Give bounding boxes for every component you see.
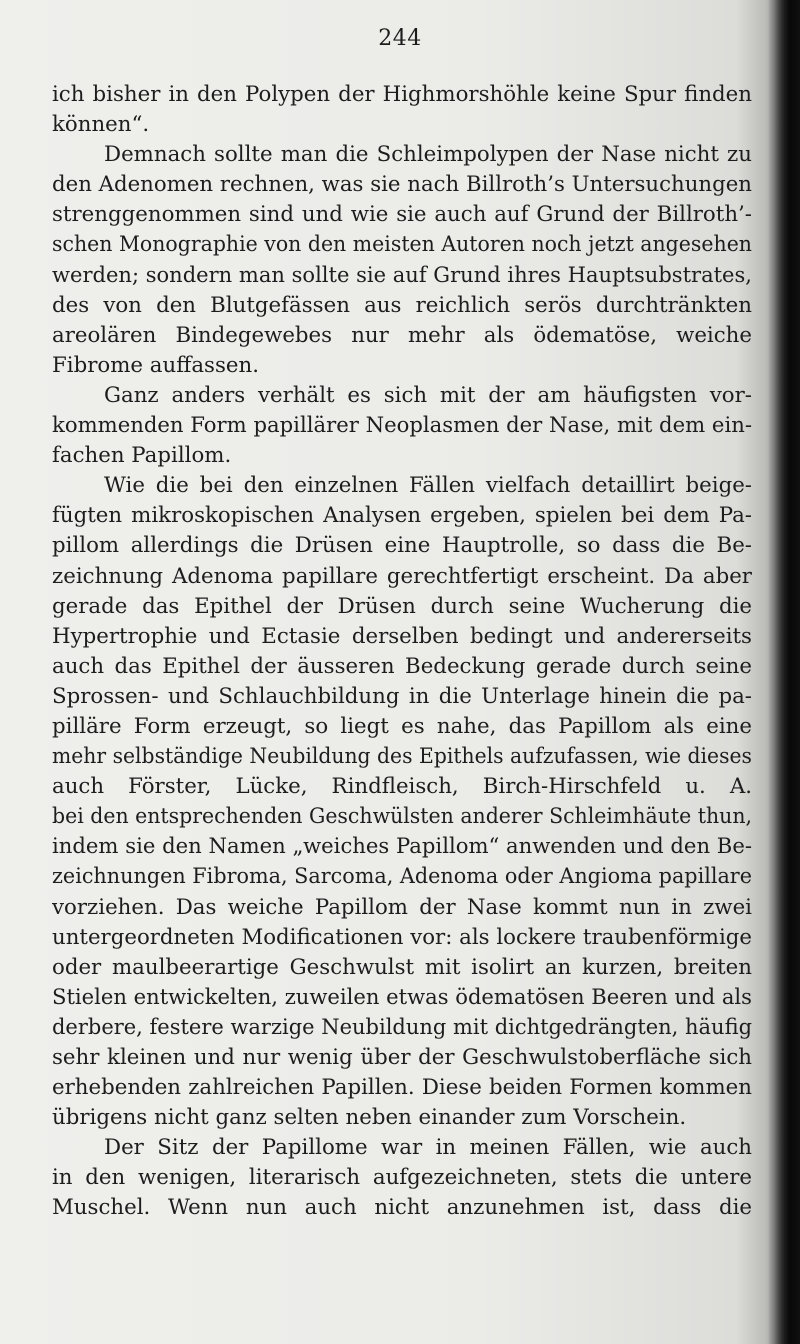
text-line: Fibrome auffassen. [52, 352, 259, 378]
text-line: auch Förster, Lücke, Rindfleisch, Birch-Hirschfeld u. A. [52, 774, 752, 800]
text-line: zeichnung Adenoma papillare gerechtfertigt erscheint. Da aber [52, 563, 752, 589]
text-line: pillom allerdings die Drüsen eine Hauptrolle, so dass die Be- [52, 533, 752, 559]
text-line: fügten mikroskopischen Analysen ergeben, spielen bei dem Pa- [52, 503, 752, 529]
text-line: pilläre Form erzeugt, so liegt es nahe, das Papillom als eine [52, 713, 752, 739]
page-number: 244 [378, 26, 422, 51]
text-line: werden; sondern man sollte sie auf Grund ihres Hauptsubstrates, [52, 262, 752, 288]
text-line: fachen Papillom. [52, 443, 232, 469]
text-line: indem sie den Namen „weiches Papillom“ anwenden und den Be- [52, 834, 752, 860]
text-line: gerade das Epithel der Drüsen durch seine Wucherung die [52, 593, 752, 619]
text-line: auch das Epithel der äusseren Bedeckung gerade durch seine [52, 653, 752, 679]
text-line: Hypertrophie und Ectasie derselben bedingt und andererseits [52, 623, 752, 649]
text-line: kommenden Form papillärer Neoplasmen der Nase, mit dem ein- [52, 413, 752, 439]
text-line: des von den Blutgefässen aus reichlich serös durchtränkten [52, 292, 752, 318]
text-line: den Adenomen rechnen, was sie nach Billroth’s Untersuchungen [52, 172, 752, 198]
text-line: mehr selbständige Neubildung des Epithels aufzufassen, wie dieses [52, 744, 752, 770]
text-line: Muschel. Wenn nun auch nicht anzunehmen ist, dass die [52, 1195, 752, 1221]
text-line: strenggenommen sind und wie sie auch auf Grund der Billroth’- [52, 202, 752, 228]
text-line: sehr kleinen und nur wenig über der Geschwulstoberfläche sich [52, 1045, 752, 1070]
text-line: vorziehen. Das weiche Papillom der Nase kommt nun in zwei [52, 894, 752, 920]
body-text [52, 80, 752, 1224]
text-line: Wie die bei den einzelnen Fällen vielfach detaillirt beige- [104, 473, 752, 499]
text-line: übrigens nicht ganz selten neben einander zum Vorschein. [52, 1105, 687, 1131]
text-line: Stielen entwickelten, zuweilen etwas ödematösen Beeren und als [52, 984, 752, 1010]
text-line: können“. [52, 112, 150, 138]
text-line: schen Monographie von den meisten Autoren noch jetzt angesehen [52, 232, 752, 258]
text-line: oder maulbeerartige Geschwulst mit isolirt an kurzen, breiten [52, 954, 752, 980]
page-binding-shadow [766, 0, 800, 1344]
text-line: Sprossen- und Schlauchbildung in die Unterlage hinein die pa- [52, 683, 752, 709]
text-line: Der Sitz der Papillome war in meinen Fällen, wie auch [104, 1135, 752, 1161]
text-line: untergeordneten Modificationen vor: als lockere traubenförmige [52, 924, 752, 950]
text-line: Demnach sollte man die Schleimpolypen der Nase nicht zu [104, 142, 752, 168]
text-line: zeichnungen Fibroma, Sarcoma, Adenoma oder Angioma papillare [52, 864, 752, 890]
text-line: in den wenigen, literarisch aufgezeichneten, stets die untere [52, 1165, 752, 1191]
text-line: bei den entsprechenden Geschwülsten anderer Schleimhäute thun, [52, 804, 752, 830]
text-line: areolären Bindegewebes nur mehr als ödematöse, weiche [52, 322, 752, 348]
text-line: derbere, festere warzige Neubildung mit dichtgedrängten, häufig [52, 1014, 752, 1040]
text-line: erhebenden zahlreichen Papillen. Diese beiden Formen kommen [52, 1075, 752, 1101]
text-line: Ganz anders verhält es sich mit der am häufigsten vor- [104, 382, 752, 408]
text-line: ich bisher in den Polypen der Highmorshöhle keine Spur finden [52, 82, 752, 107]
